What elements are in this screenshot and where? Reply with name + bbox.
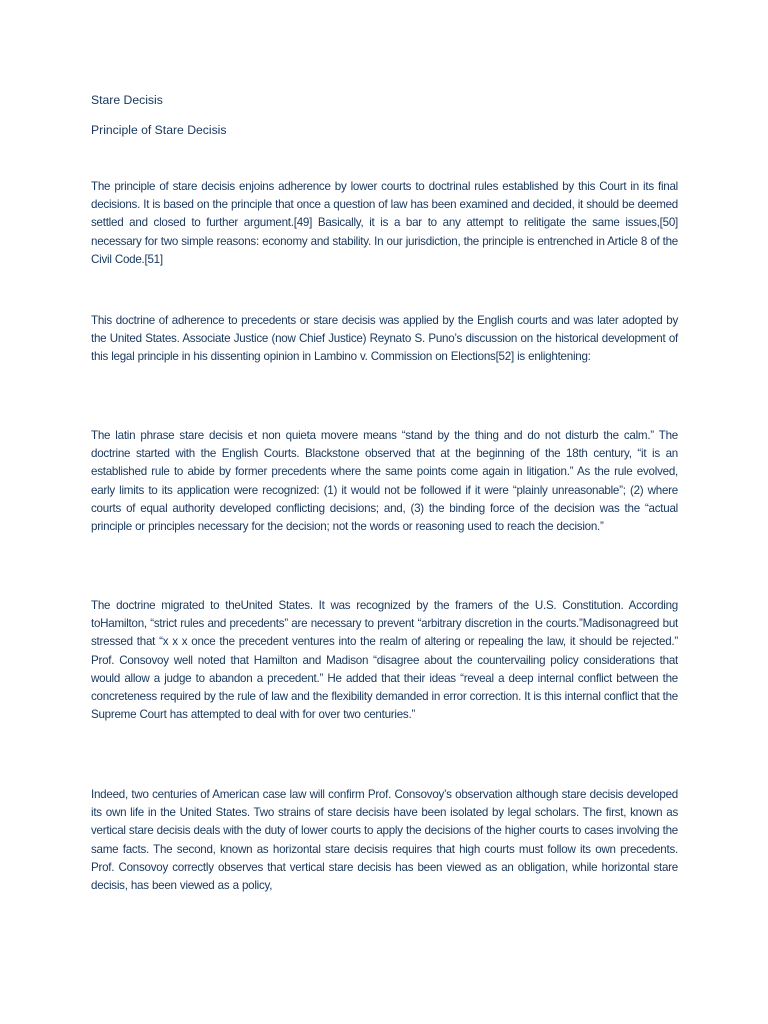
document-title: Stare Decisis bbox=[91, 93, 163, 107]
paragraph-5: Indeed, two centuries of American case law will confirm Prof. Consovoy’s observation although stare decisis developed its own life in the United States. Two strains of stare decisis have been isolated by legal scholars. The first, known as vertical stare decisis deals with the duty of lower courts to apply the decisions of the higher courts to cases involving the same facts. The second, known as horizontal stare decisis requires that high courts must follow its own precedents. Prof. Consovoy correctly observes that vertical stare decisis has been viewed as an obligation, while horizontal stare decisis, has been viewed as a policy, bbox=[91, 788, 678, 893]
document-subtitle: Principle of Stare Decisis bbox=[91, 123, 227, 137]
paragraph-4: The doctrine migrated to theUnited States. It was recognized by the framers of the U.S. Constitution. According toHamilton, “strict rules and precedents” are necessary to prevent “arbitrary discretion in the courts.”Madisonagreed but stressed that “x x x once the precedent ventures into the realm of altering or repealing the law, it should be rejected.” Prof. Consovoy well noted that Hamilton and Madison “disagree about the countervailing policy considerations that would allow a judge to abandon a precedent.” He added that their ideas “reveal a deep internal conflict between the concreteness required by the rule of law and the flexibility demanded in error correction. It is this internal conflict that the Supreme Court has attempted to deal with for over two centuries.” bbox=[91, 599, 678, 722]
paragraph-2: This doctrine of adherence to precedents or stare decisis was applied by the English courts and was later adopted by the United States. Associate Justice (now Chief Justice) Reynato S. Puno’s discussion on the historical development of this legal principle in his dissenting opinion in Lambino v. Commission on Elections[52] is enlightening: bbox=[91, 314, 678, 364]
paragraph-3: The latin phrase stare decisis et non quieta movere means “stand by the thing and do not disturb the calm.” The doctrine started with the English Courts. Blackstone observed that at the beginning of the 18th century, “it is an established rule to abide by former precedents where the same points come again in litigation.” As the rule evolved, early limits to its application were recognized: (1) it would not be followed if it were “plainly unreasonable”; (2) where courts of equal authority developed conflicting decisions; and, (3) the binding force of the decision was the “actual principle or principles necessary for the decision; not the words or reasoning used to reach the decision.” bbox=[91, 429, 678, 534]
paragraph-1: The principle of stare decisis enjoins adherence by lower courts to doctrinal rules established by this Court in its final decisions. It is based on the principle that once a question of law has been examined and decided, it should be deemed settled and closed to further argument.[49] Basically, it is a bar to any attempt to relitigate the same issues,[50] necessary for two simple reasons: economy and stability. In our jurisdiction, the principle is entrenched in Article 8 of the Civil Code.[51] bbox=[91, 180, 679, 266]
